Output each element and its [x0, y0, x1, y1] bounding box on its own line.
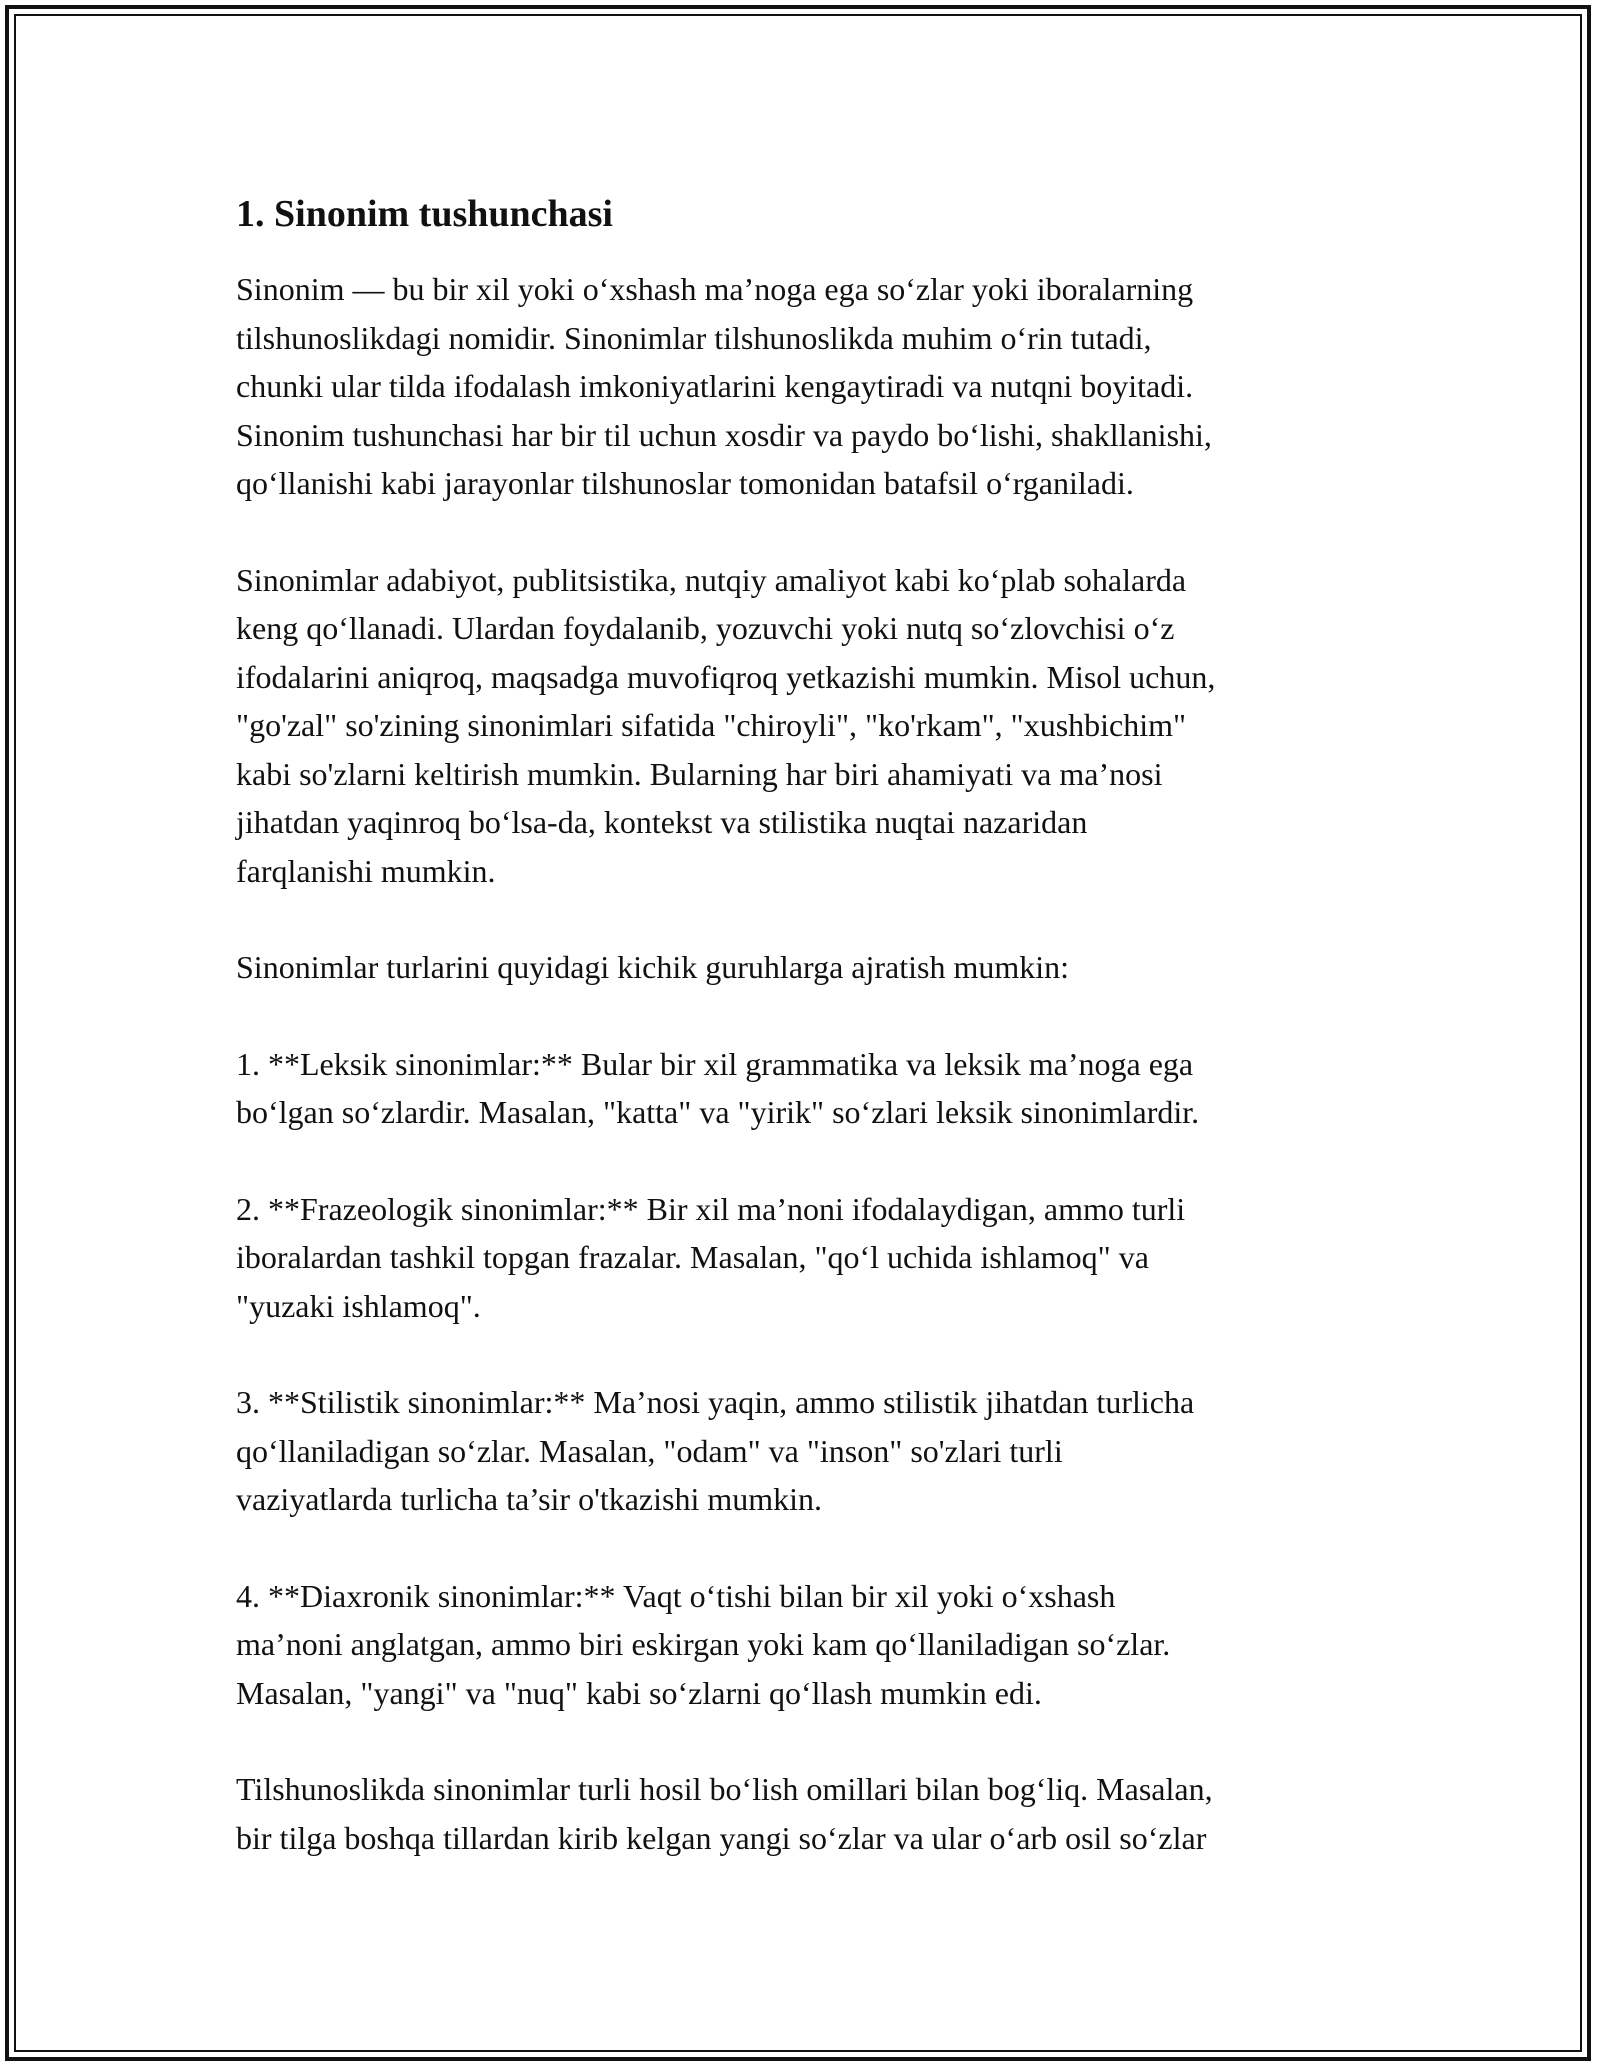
paragraph-definition: Sinonim — bu bir xil yoki o‘xshash ma’noga ega so‘zlar yoki iboralarning tilshunoslikdagi nomidir. Sinonimlar tilshunoslikda muhim o‘rin tutadi, chunki ular tilda ifodalash imkoniyatlarini kengaytiradi va nutqni boyitadi. Sinonim tushunchasi har bir til uchun xosdir va paydo bo‘lishi, shakllanishi, qo‘llanishi kabi jarayonlar tilshunoslar tomonidan batafsil o‘rganiladi. — [236, 271, 1212, 501]
list-item-phraseological-synonyms: 2. **Frazeologik sinonimlar:** Bir xil ma’noni ifodalaydigan, ammo turli iboralardan tashkil topgan frazalar. Masalan, "qo‘l uchida ishlamoq" va "yuzaki ishlamoq". — [236, 1190, 1186, 1324]
list-item-lexical-synonyms: 1. **Leksik sinonimlar:** Bular bir xil grammatika va leksik ma’noga ega bo‘lgan so‘zlardir. Masalan, "katta" va "yirik" so‘zlari leksik sinonimlardir. — [236, 1045, 1200, 1130]
paragraph-origin: Tilshunoslikda sinonimlar turli hosil bo‘lish omillari bilan bog‘liq. Masalan, bir tilga boshqa tillardan kirib kelgan yangi so‘zlar va ular o‘arb osil so‘zlar — [236, 1771, 1213, 1856]
document-body — [236, 182, 1366, 1862]
paragraph-types-intro: Sinonimlar turlarini quyidagi kichik guruhlarga ajratish mumkin: — [236, 949, 1070, 985]
section-heading: 1. Sinonim tushunchasi — [236, 193, 613, 235]
list-item-diachronic-synonyms: 4. **Diaxronik sinonimlar:** Vaqt o‘tishi bilan bir xil yoki o‘xshash ma’noni anglatgan, ammo biri eskirgan yoki kam qo‘llaniladigan so‘zlar. Masalan, "yangi" va "nuq" kabi so‘zlarni qo‘llash mumkin edi. — [236, 1577, 1171, 1711]
list-item-stylistic-synonyms: 3. **Stilistik sinonimlar:** Ma’nosi yaqin, ammo stilistik jihatdan turlicha qo‘llaniladigan so‘zlar. Masalan, "odam" va "inson" so'zlari turli vaziyatlarda turlicha ta’sir o'tkazishi mumkin. — [236, 1384, 1195, 1517]
paragraph-usage: Sinonimlar adabiyot, publitsistika, nutqiy amaliyot kabi ko‘plab sohalarda keng qo‘llanadi. Ulardan foydalanib, yozuvchi yoki nutq so‘zlovchisi o‘z ifodalarini aniqroq, maqsadga muvofiqroq yetkazishi mumkin. Misol uchun, "go'zal" so'zining sinonimlari sifatida "chiroyli", "ko'rkam", "xushbichim" kabi so'zlarni keltirish mumkin. Bularning har biri ahamiyati va ma’nosi jihatdan yaqinroq bo‘lsa-da, kontekst va stilistika nuqtai nazaridan farqlanishi mumkin. — [236, 561, 1216, 889]
